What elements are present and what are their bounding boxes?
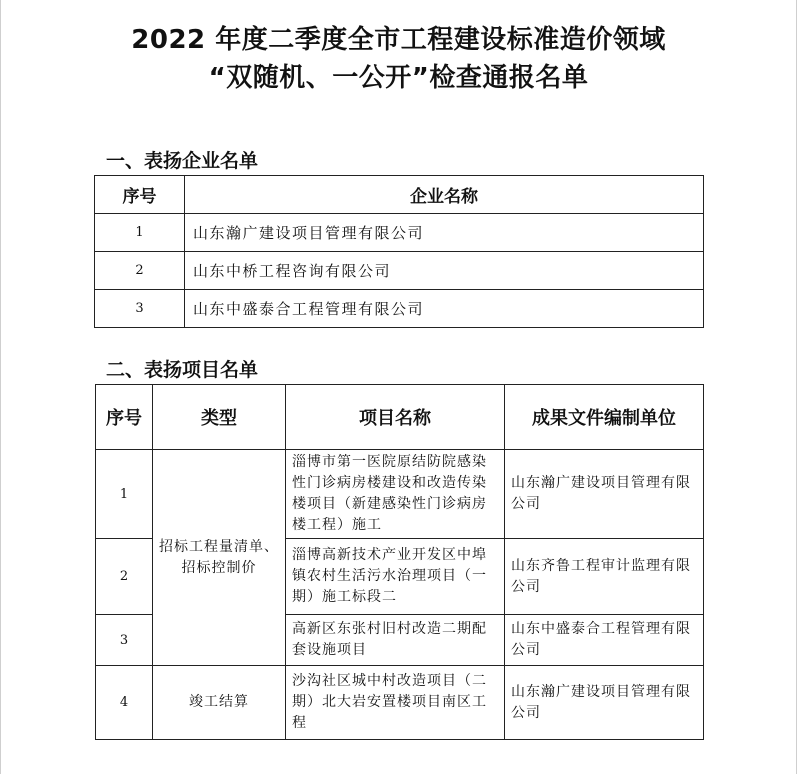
project-name: 沙沟社区城中村改造项目（二期）北大岩安置楼项目南区工程 <box>286 666 505 740</box>
document-title-line-1: 2022 年度二季度全市工程建设标准造价领域 <box>131 25 666 55</box>
enterprise-table <box>94 175 704 328</box>
table-header-row <box>96 385 704 450</box>
column-header-company: 企业名称 <box>185 176 704 214</box>
row-number: 3 <box>95 290 185 328</box>
project-name: 高新区东张村旧村改造二期配套设施项目 <box>286 615 505 666</box>
table-header-row <box>95 176 704 214</box>
company-name: 山东中盛泰合工程管理有限公司 <box>185 290 704 328</box>
project-table <box>95 384 704 740</box>
table-row <box>95 214 704 252</box>
row-number: 1 <box>95 214 185 252</box>
table-row <box>95 252 704 290</box>
project-category: 招标工程量清单、招标控制价 <box>153 450 286 666</box>
row-number: 3 <box>96 615 153 666</box>
row-number: 2 <box>95 252 185 290</box>
company-name: 山东中桥工程咨询有限公司 <box>185 252 704 290</box>
compiling-unit: 山东瀚广建设项目管理有限公司 <box>505 666 704 740</box>
column-header-unit: 成果文件编制单位 <box>505 385 704 450</box>
compiling-unit: 山东瀚广建设项目管理有限公司 <box>505 450 704 539</box>
column-header-type: 类型 <box>153 385 286 450</box>
column-header-no: 序号 <box>96 385 153 450</box>
compiling-unit: 山东齐鲁工程审计监理有限公司 <box>505 539 704 615</box>
row-number: 1 <box>96 450 153 539</box>
document-title-line-2: “双随机、一公开”检查通报名单 <box>208 63 589 93</box>
section-heading-enterprises: 一、表扬企业名单 <box>106 150 259 172</box>
project-name: 淄博市第一医院原结防院感染性门诊病房楼建设和改造传染楼项目（新建感染性门诊病房楼工程）施工 <box>286 450 505 539</box>
project-category: 竣工结算 <box>153 666 286 740</box>
column-header-project: 项目名称 <box>286 385 505 450</box>
column-header-no: 序号 <box>95 176 185 214</box>
table-row <box>96 666 704 740</box>
company-name: 山东瀚广建设项目管理有限公司 <box>185 214 704 252</box>
row-number: 4 <box>96 666 153 740</box>
project-name: 淄博高新技术产业开发区中埠镇农村生活污水治理项目（一期）施工标段二 <box>286 539 505 615</box>
row-number: 2 <box>96 539 153 615</box>
table-row <box>95 290 704 328</box>
page-left-border <box>0 0 1 774</box>
compiling-unit: 山东中盛泰合工程管理有限公司 <box>505 615 704 666</box>
table-row <box>96 450 704 539</box>
section-heading-projects: 二、表扬项目名单 <box>106 359 259 381</box>
